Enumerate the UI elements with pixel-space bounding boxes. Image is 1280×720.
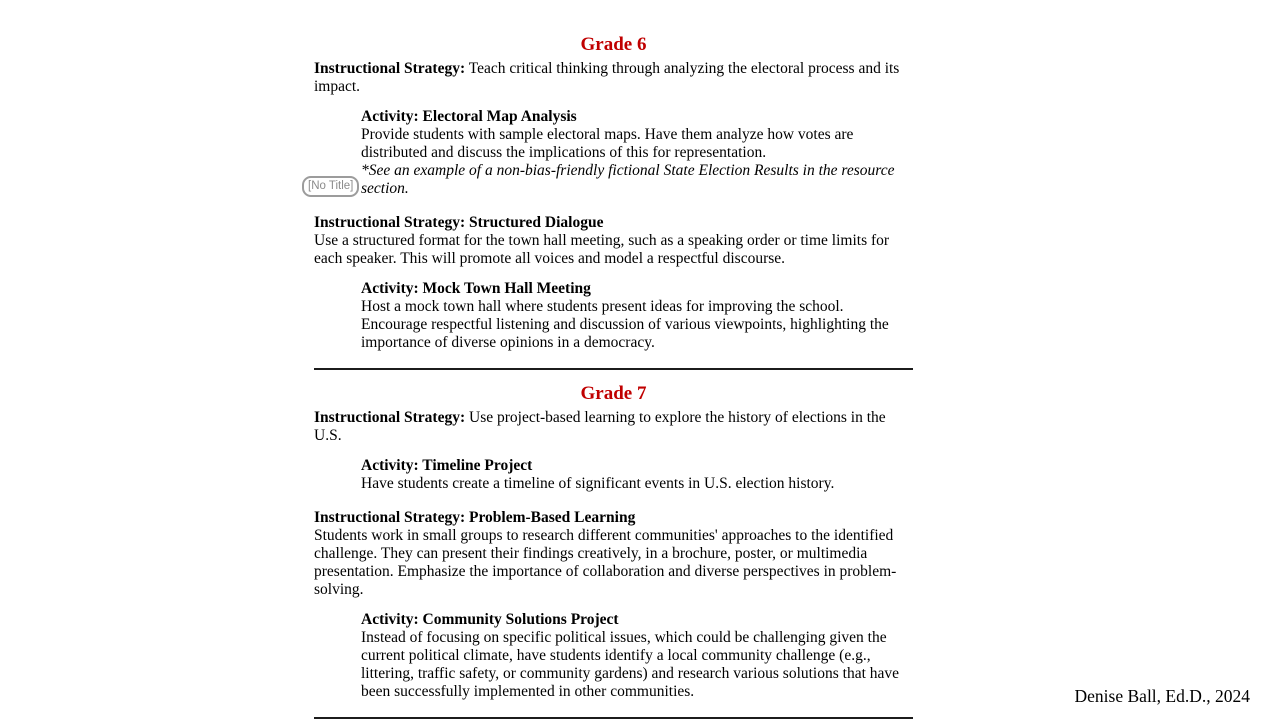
strategy-text: Use project-based learning to explore the history of elections in the U.S.: [314, 409, 886, 444]
activity-title: Activity: Mock Town Hall Meeting: [361, 280, 591, 297]
grade-7-strategy-2: [314, 509, 913, 599]
grade-6-section: [314, 34, 913, 352]
section-divider: [314, 368, 913, 370]
grade-6-activity-1: [361, 108, 913, 198]
activity-text: Instead of focusing on specific political issues, which could be challenging given the current political climate, have students identify a local community challenge (e.g., littering, traffic safety, or community gardens) and research various solutions that have been successfully implemented in other communities.: [361, 629, 900, 700]
strategy-text: Use a structured format for the town hall meeting, such as a speaking order or time limits for each speaker. This will promote all voices and model a respectful discourse.: [314, 232, 890, 267]
activity-note: *See an example of a non-bias-friendly fictional State Election Results in the resource section.: [361, 162, 895, 197]
strategy-label: Instructional Strategy:: [314, 409, 466, 426]
section-divider: [314, 717, 913, 719]
grade-6-heading: Grade 6: [580, 34, 647, 55]
activity-title: Activity: Timeline Project: [361, 457, 533, 474]
strategy-label: Instructional Strategy:: [314, 60, 466, 77]
grade-7-heading: Grade 7: [580, 383, 647, 404]
grade-7-strategy-1: [314, 409, 913, 445]
strategy-title: Instructional Strategy: Problem-Based Learning: [314, 509, 636, 526]
activity-text: Provide students with sample electoral maps. Have them analyze how votes are distributed and discuss the implications of this for representation.: [361, 126, 854, 161]
grade-6-strategy-2: [314, 214, 913, 268]
activity-title: Activity: Community Solutions Project: [361, 611, 619, 628]
strategy-text: Students work in small groups to research different communities' approaches to the identified challenge. They can present their findings creatively, in a brochure, poster, or multimedia presentation. Emphasize the importance of collaboration and diverse perspectives in problem-solving.: [314, 527, 897, 598]
activity-text: Have students create a timeline of significant events in U.S. election history.: [361, 475, 835, 492]
credit-text: Denise Ball, Ed.D., 2024: [1074, 686, 1250, 706]
grade-7-section: [314, 383, 913, 701]
activity-text: Host a mock town hall where students present ideas for improving the school. Encourage respectful listening and discussion of various viewpoints, highlighting the importance of diverse opinions in a democracy.: [361, 298, 889, 351]
grade-7-activity-2: [361, 611, 913, 701]
strategy-title: Instructional Strategy: Structured Dialogue: [314, 214, 604, 231]
document-column: [314, 34, 913, 719]
grade-6-activity-2: [361, 280, 913, 352]
no-title-badge[interactable]: [No Title]: [302, 176, 359, 197]
activity-title: Activity: Electoral Map Analysis: [361, 108, 577, 125]
grade-6-strategy-1: [314, 60, 913, 96]
grade-7-activity-1: [361, 457, 913, 493]
strategy-text: Teach critical thinking through analyzing the electoral process and its impact.: [314, 60, 900, 95]
